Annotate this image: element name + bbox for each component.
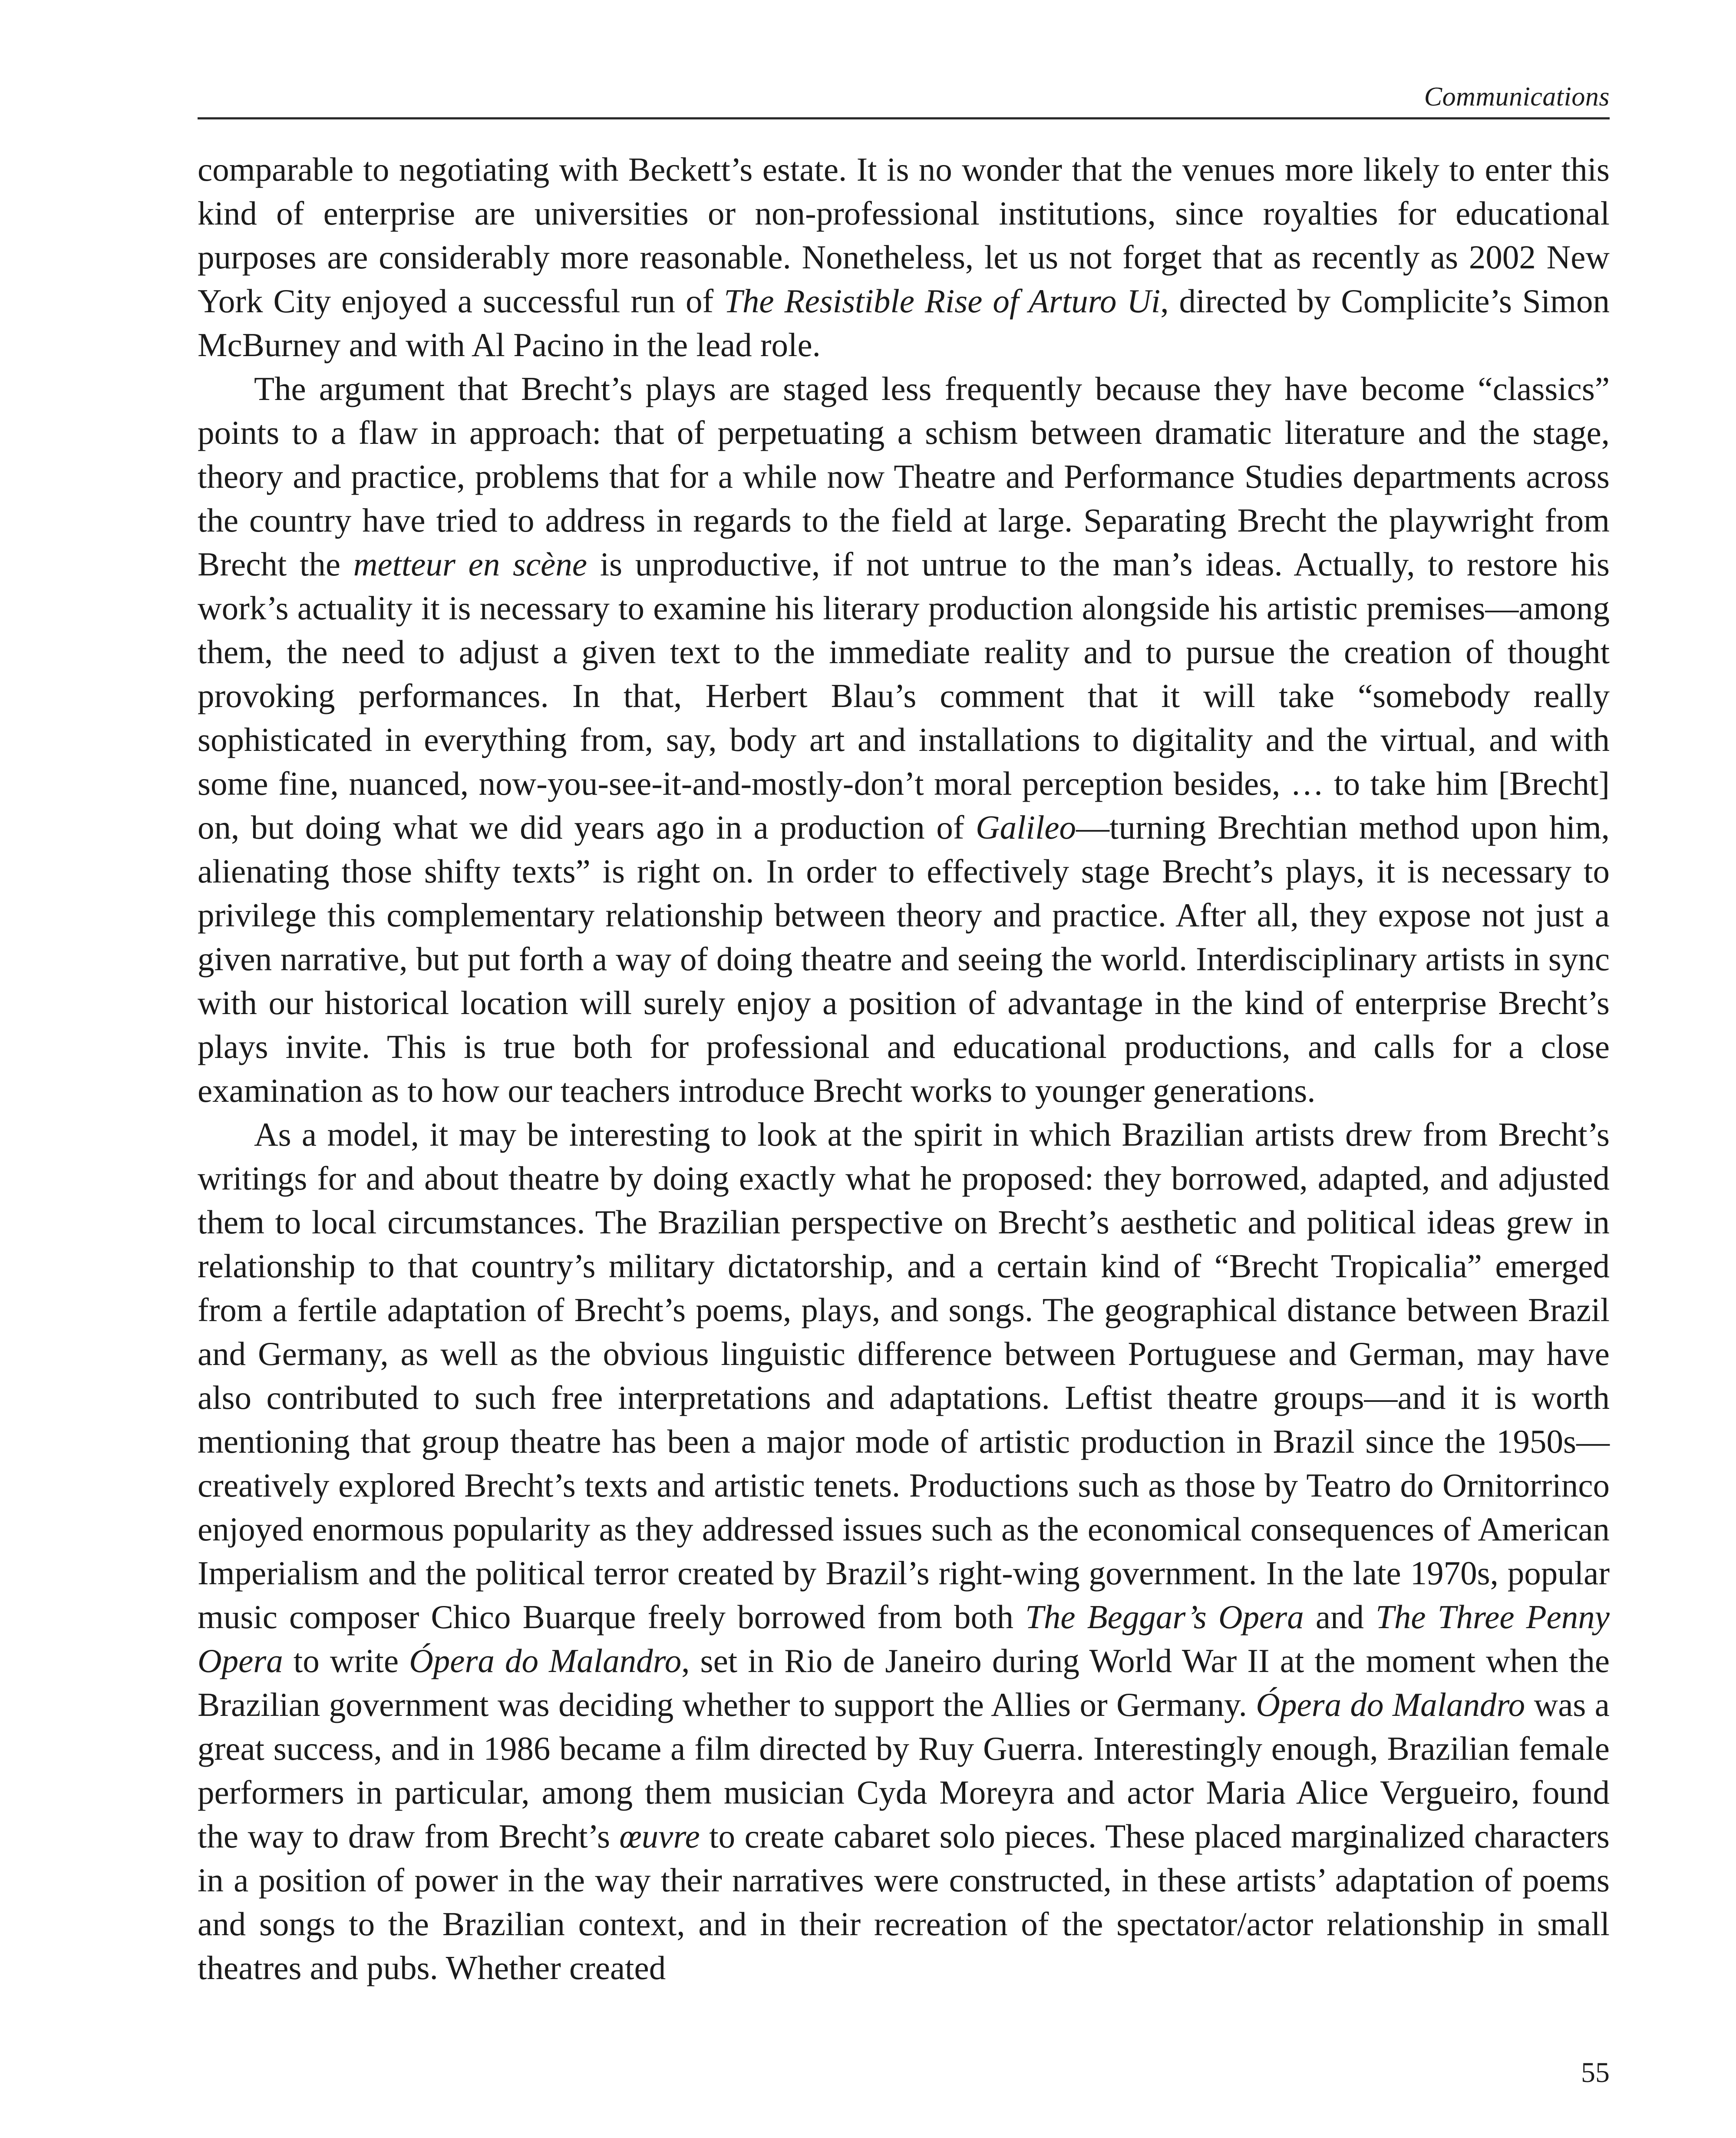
title-beggars-opera: The Beggar’s Opera	[1025, 1598, 1304, 1636]
article-body	[198, 148, 1610, 1990]
title-opera-do-malandro-2: Ópera do Malandro	[1256, 1686, 1525, 1723]
term-metteur-en-scene: metteur en scène	[353, 545, 587, 583]
paragraph-3: As a model, it may be interesting to look at the spirit in which Brazilian artists drew from Brecht’s writings for and about theatre by doing exactly what he proposed: they borrowed, adapted, and adjusted them to local circumstances. The Brazilian perspective on Brecht’s aesthetic and political ideas grew in relationship to that country’s military dictatorship, and a certain kind of “Brecht Tropicalia” emerged from a fertile adaptation of Brecht’s poems, plays, and songs. The geographical distance between Brazil and Germany, as well as the obvious linguistic difference between Portuguese and German, may have also contributed to such free interpretations and adaptations. Leftist theatre groups—and it is worth mentioning that group theatre has been a major mode of artistic production in Brazil since the 1950s—creatively explored Brecht’s texts and artistic tenets. Productions such as those by Teatro do Ornitorrinco enjoyed enormous popularity as they addressed issues such as the economical consequences of American Imperialism and the political terror created by Brazil’s right-wing government. In the late 1970s, popular music composer Chico Buarque freely borrowed from both The Beggar’s Opera and The Three Penny Opera to write Ópera do Malandro, set in Rio de Janeiro during World War II at the moment when the Brazilian government was deciding whether to support the Allies or Germany. Ópera do Malandro was a great success, and in 1986 became a film directed by Ruy Guerra. Interestingly enough, Brazilian female performers in particular, among them musician Cyda Moreyra and actor Maria Alice Vergueiro, found the way to draw from Brecht’s œuvre to create cabaret solo pieces. These placed marginalized characters in a position of power in the way their narratives were constructed, in these artists’ adaptation of poems and songs to the Brazilian context, and in their recreation of the spectator/actor relationship in small theatres and pubs. Whether created	[198, 1116, 1610, 1986]
paragraph-1: comparable to negotiating with Beckett’s estate. It is no wonder that the venues more likely to enter this kind of enterprise are universities or non-professional institutions, since royalties for educational purposes are considerably more reasonable. Nonetheless, let us not forget that as recently as 2002 New York City enjoyed a successful run of The Resistible Rise of Arturo Ui, directed by Complicite’s Simon McBurney and with Al Pacino in the lead role.	[198, 151, 1610, 363]
term-oeuvre: œuvre	[619, 1817, 700, 1855]
paragraph-2: The argument that Brecht’s plays are staged less frequently because they have become “classics” points to a flaw in approach: that of perpetuating a schism between dramatic literature and the stage, theory and practice, problems that for a while now Theatre and Performance Studies departments across the country have tried to address in regards to the field at large. Separating Brecht the playwright from Brecht the metteur en scène is unproductive, if not untrue to the man’s ideas. Actually, to restore his work’s actuality it is necessary to examine his literary production alongside his artistic premises—among them, the need to adjust a given text to the immediate reality and to pursue the creation of thought provoking performances. In that, Herbert Blau’s comment that it will take “somebody really sophisticated in everything from, say, body art and installations to digitality and the virtual, and with some fine, nuanced, now-you-see-it-and-mostly-don’t moral perception besides, … to take him [Brecht] on, but doing what we did years ago in a production of Galileo—turning Brechtian method upon him, alienating those shifty texts” is right on. In order to effectively stage Brecht’s plays, it is necessary to privilege this complementary relationship between theory and practice. After all, they expose not just a given narrative, but put forth a way of doing theatre and seeing the world. Interdisciplinary artists in sync with our historical location will surely enjoy a position of advantage in the kind of enterprise Brecht’s plays invite. This is true both for professional and educational productions, and calls for a close examination as to how our teachers introduce Brecht works to younger generations.	[198, 370, 1610, 1109]
title-galileo: Galileo	[976, 809, 1076, 846]
title-opera-do-malandro: Ópera do Malandro	[409, 1642, 682, 1679]
running-head-title: Communications	[1424, 82, 1610, 112]
title-arturo-ui: The Resistible Rise of Arturo Ui	[724, 282, 1161, 320]
title-three-penny-opera: The Three Penny Opera	[198, 1598, 1610, 1679]
running-head	[198, 69, 1610, 119]
page-number: 55	[1581, 2057, 1610, 2088]
